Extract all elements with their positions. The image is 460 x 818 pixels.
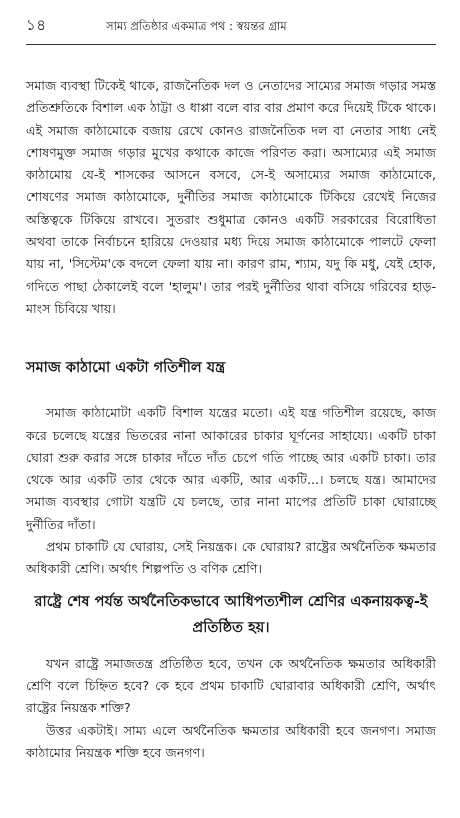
paragraph: সমাজ ব্যবস্থা টিকেই থাকে, রাজনৈতিক দল ও নেতাদের সাম্যের সমাজ গড়ার সমস্ত প্রতিশ্রুতিকে বিশাল এক ঠাট্টা ও ধাপ্পা বলে বার বার প্রমাণ করে দিয়েই টিকে থাকে। এই সমাজ কাঠামোকে বজায় রেখে কোনও রাজনৈতিক দল বা নেতার সাধ্য নেই শোষণমুক্ত সমাজ গড়ার মুখের কথাকে কাজে পরিণত করা। অসাম্যের এই সমাজ কাঠামোয় যে-ই শাসকের আসনে বসবে, সে-ই অসাম্যের সমাজ কাঠামোকে, শোষণের সমাজ কাঠামোকে, দুর্নীতির সমাজ কাঠামোকে টিকিয়ে রেখেই নিজের অস্তিত্বকে টিকিয়ে রাখবে। সুতরাং শুধুমাত্র কোনও একটি সরকারের বিরোধিতা অথবা তাকে নির্বাচনে হারিয়ে দেওয়ার মধ্য দিয়ে সমাজ কাঠামোকে পালটে ফেলা যায় না, 'সিস্টেম'কে বদলে ফেলা যায় না। কারণ রাম, শ্যাম, যদু কি মধু, যেই হোক, গদিতে পাছা ঠেকালেই বলে 'হালুম'। তার পরই দুর্নীতির থাবা বসিয়ে গরিবের হাড়-মাংস চিবিয়ে খায়। <box>26 78 436 316</box>
paragraph: যখন রাষ্ট্রে সমাজতন্ত্র প্রতিষ্ঠিত হবে, তখন কে অর্থনৈতিক ক্ষমতার অধিকারী শ্রেণি বলে চিহ্নিত হবে? কে হবে প্রথম চাকাটি ঘোরাবার অধিকারী শ্রেণি, অর্থাৎ রাষ্ট্রের নিয়ন্ত্রক শক্তি? <box>26 655 436 716</box>
paragraph: উত্তর একটাই। সাম্য এলে অর্থনৈতিক ক্ষমতার অধিকারী হবে জনগণ। সমাজ কাঠামোর নিয়ন্ত্রক শক্তি হবে জনগণ। <box>26 722 436 760</box>
header-rule <box>26 44 436 45</box>
section-heading: সমাজ কাঠামো একটা গতিশীল যন্ত্র <box>26 360 226 377</box>
page-header <box>26 0 436 38</box>
paragraph: সমাজ কাঠামোটা একটি বিশাল যন্ত্রের মতো। এই যন্ত্র গতিশীল রয়েছে, কাজ করে চলেছে যন্ত্রের ভিতরের নানা আকারের চাকার ঘূর্ণনের সাহায্যে। একটি চাকা ঘোরা শুরু করার সঙ্গে চাকার দাঁতে দাঁত চেপে গতি পাচ্ছে আর একটি চাকা। তার থেকে আর একটি তার থেকে আর একটি, আর একটি...। চলছে যন্ত্র। আমাদের সমাজ ব্যবস্থার গোটা যন্ত্রটি যে চলছে, তার নানা মাপের প্রতিটি চাকা ঘোরাচ্ছে দুর্নীতির দাঁতা। <box>26 405 436 532</box>
paragraph: প্রথম চাকাটি যে ঘোরায়, সেই নিয়ন্ত্রক। কে ঘোরায়? রাষ্ট্রের অর্থনৈতিক ক্ষমতার অধিকারী শ্রেণি। অর্থাৎ শিল্পপতি ও বণিক শ্রেণি। <box>26 539 436 577</box>
page-number: ১৪ <box>26 16 47 34</box>
highlighted-statement: রাষ্ট্রে শেষ পর্যন্ত অর্থনৈতিকভাবে আধিপত্যশীল শ্রেণির একনায়কত্ব-ই প্রতিষ্ঠিত হয়। <box>34 592 428 636</box>
running-title: সাম্য প্রতিষ্ঠার একমাত্র পথ : স্বয়ন্তর গ্রাম <box>106 19 287 33</box>
